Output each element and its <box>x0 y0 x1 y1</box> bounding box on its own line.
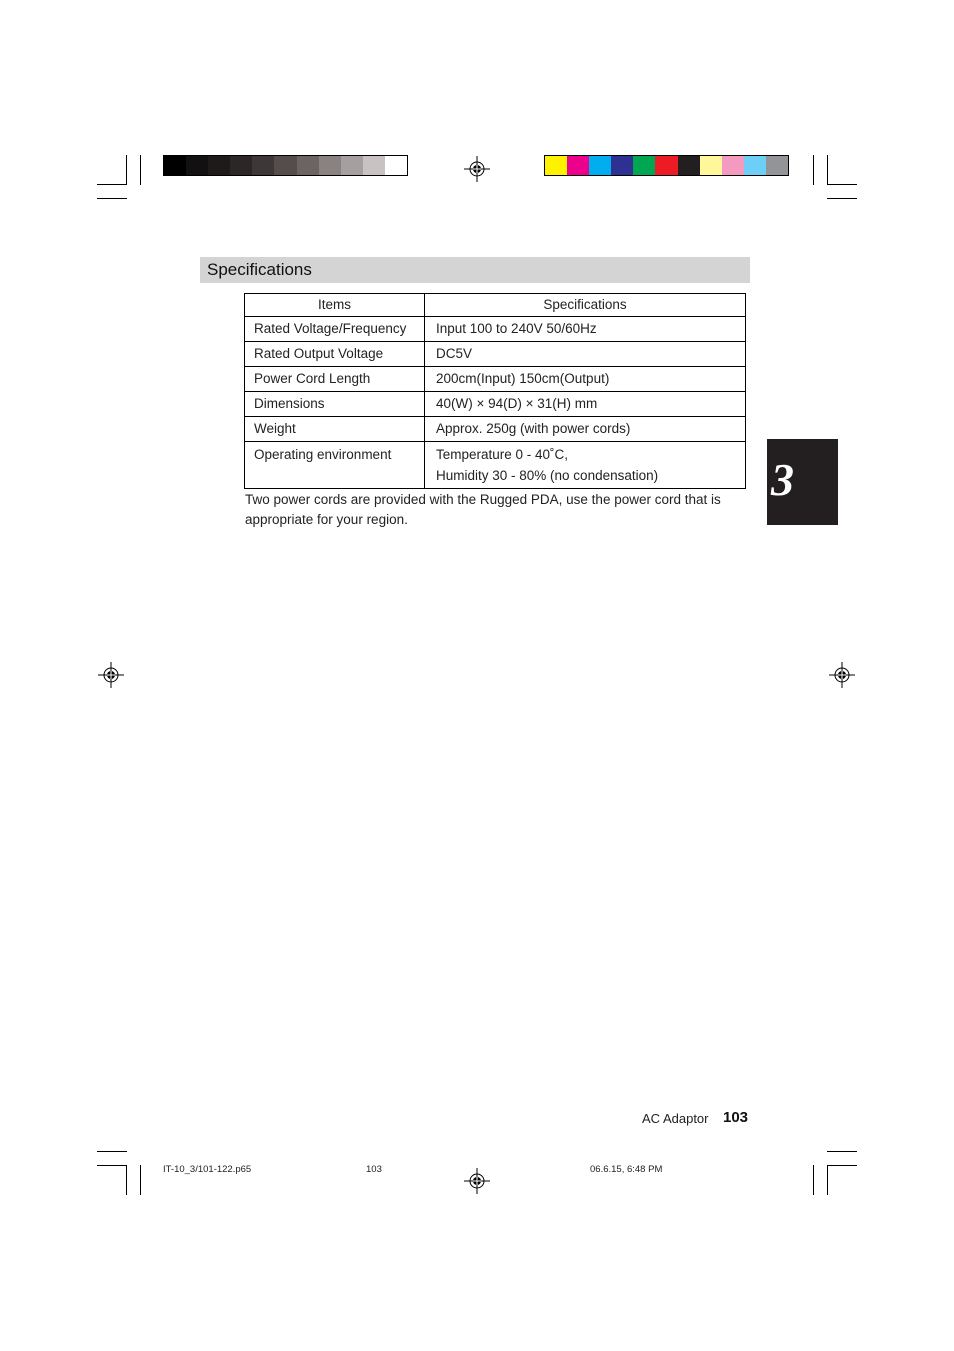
color-swatch <box>208 156 230 175</box>
color-swatch <box>766 156 788 175</box>
column-header-items: Items <box>245 294 425 317</box>
section-title: Specifications <box>207 260 312 279</box>
table-row <box>245 342 746 367</box>
table-row <box>245 317 746 342</box>
crop-mark <box>126 155 127 185</box>
grayscale-color-bar <box>163 155 408 176</box>
color-swatch <box>655 156 677 175</box>
spec-cell: 200cm(Input) 150cm(Output) <box>425 367 746 392</box>
crop-mark <box>827 1165 857 1166</box>
color-swatch <box>274 156 296 175</box>
crop-mark <box>140 155 141 185</box>
spec-cell: Input 100 to 240V 50/60Hz <box>425 317 746 342</box>
crop-mark <box>813 1165 814 1195</box>
crop-mark <box>97 1165 127 1166</box>
item-cell: Power Cord Length <box>245 367 425 392</box>
table-row <box>245 392 746 417</box>
crop-mark <box>97 184 127 185</box>
color-swatch <box>545 156 567 175</box>
color-swatch <box>363 156 385 175</box>
crop-mark <box>97 1151 127 1152</box>
crop-mark <box>140 1165 141 1195</box>
spec-cell: Approx. 250g (with power cords) <box>425 417 746 442</box>
process-color-bar <box>544 155 789 176</box>
registration-mark-icon <box>464 156 490 182</box>
item-cell: Rated Output Voltage <box>245 342 425 367</box>
color-swatch <box>230 156 252 175</box>
crop-mark <box>813 155 814 185</box>
color-swatch <box>341 156 363 175</box>
registration-mark-icon <box>98 662 124 688</box>
column-header-specifications: Specifications <box>425 294 746 317</box>
registration-mark-icon <box>464 1168 490 1194</box>
item-cell: Rated Voltage/Frequency <box>245 317 425 342</box>
color-swatch <box>744 156 766 175</box>
crop-mark <box>827 155 828 185</box>
slug-date: 06.6.15, 6:48 PM <box>590 1164 663 1175</box>
specifications-table <box>244 293 746 489</box>
color-swatch <box>297 156 319 175</box>
page-number: 103 <box>723 1109 749 1126</box>
spec-cell <box>425 442 746 489</box>
registration-mark-icon <box>829 662 855 688</box>
color-swatch <box>722 156 744 175</box>
item-cell: Operating environment <box>245 442 425 489</box>
table-header-row <box>245 294 746 317</box>
table-row <box>245 442 746 489</box>
crop-mark <box>126 1165 127 1195</box>
spec-line: Humidity 30 - 80% (no condensation) <box>436 468 659 483</box>
color-swatch <box>633 156 655 175</box>
slug-page: 103 <box>366 1164 382 1175</box>
section-heading-bar <box>200 257 750 283</box>
slug-filename: IT-10_3/101-122.p65 <box>163 1164 252 1175</box>
spec-line: Temperature 0 - 40˚C, <box>436 447 569 462</box>
color-swatch <box>385 156 407 175</box>
color-swatch <box>567 156 589 175</box>
color-swatch <box>252 156 274 175</box>
color-swatch <box>611 156 633 175</box>
crop-mark <box>97 198 127 199</box>
table-row <box>245 417 746 442</box>
color-swatch <box>319 156 341 175</box>
spec-cell: 40(W) × 94(D) × 31(H) mm <box>425 392 746 417</box>
chapter-tab <box>767 439 838 525</box>
color-swatch <box>186 156 208 175</box>
crop-mark <box>827 1165 828 1195</box>
crop-mark <box>827 198 857 199</box>
table-row <box>245 367 746 392</box>
color-swatch <box>678 156 700 175</box>
color-swatch <box>164 156 186 175</box>
crop-mark <box>827 184 857 185</box>
note-paragraph: Two power cords are provided with the Rugged PDA, use the power cord that is appropriate for your region. <box>245 492 721 527</box>
crop-mark <box>827 1151 857 1152</box>
spec-cell: DC5V <box>425 342 746 367</box>
item-cell: Dimensions <box>245 392 425 417</box>
color-swatch <box>589 156 611 175</box>
item-cell: Weight <box>245 417 425 442</box>
color-swatch <box>700 156 722 175</box>
chapter-number: 3 <box>771 454 794 505</box>
footer-section-label: AC Adaptor <box>642 1111 709 1126</box>
